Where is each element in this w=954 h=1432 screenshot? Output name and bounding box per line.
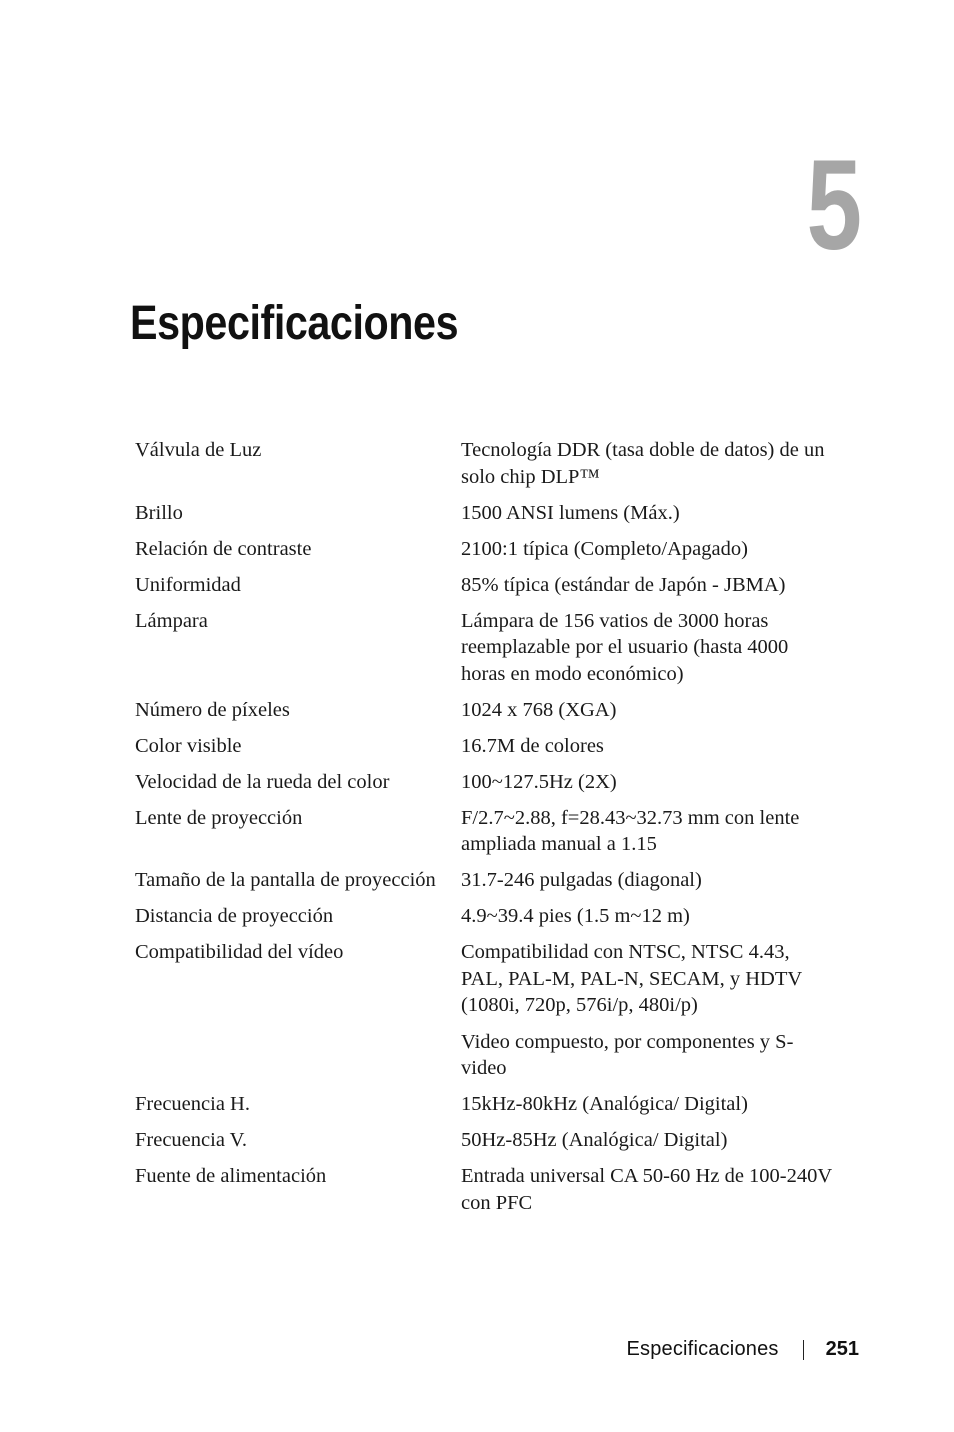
spec-row (135, 608, 835, 688)
spec-row (135, 939, 835, 1082)
spec-value (461, 500, 835, 527)
spec-value (461, 1127, 835, 1154)
spec-value-paragraph: 1500 ANSI lumens (Máx.) (461, 501, 680, 524)
spec-value-paragraph: Tecnología DDR (tasa doble de datos) de un solo chip DLP™ (461, 439, 825, 488)
spec-value-paragraph: Entrada universal CA 50-60 Hz de 100-240V con PFC (461, 1165, 832, 1214)
spec-table (135, 437, 835, 1226)
spec-label: Brillo (135, 501, 183, 524)
spec-value-paragraph: 1024 x 768 (XGA) (461, 698, 617, 721)
spec-label: Lente de proyección (135, 806, 303, 829)
spec-value-paragraph: 85% típica (estándar de Japón - JBMA) (461, 573, 786, 596)
spec-value (461, 572, 835, 599)
spec-value-paragraph: 4.9~39.4 pies (1.5 m~12 m) (461, 905, 690, 927)
spec-row (135, 903, 835, 930)
spec-label: Frecuencia H. (135, 1093, 250, 1115)
spec-value (461, 939, 835, 1082)
spec-row (135, 1163, 835, 1216)
spec-value (461, 733, 835, 760)
spec-value-paragraph: 31.7-246 pulgadas (diagonal) (461, 869, 702, 891)
spec-value (461, 437, 835, 490)
spec-label: Distancia de proyección (135, 905, 334, 927)
spec-value (461, 1091, 835, 1118)
spec-value-paragraph: 100~127.5Hz (2X) (461, 770, 617, 793)
spec-label: Número de píxeles (135, 698, 290, 721)
spec-value (461, 769, 835, 796)
spec-row (135, 1091, 835, 1118)
spec-label: Color visible (135, 734, 242, 757)
spec-row (135, 805, 835, 858)
spec-label: Válvula de Luz (135, 439, 262, 461)
spec-row (135, 769, 835, 796)
spec-label: Compatibilidad del vídeo (135, 941, 344, 963)
spec-label: Relación de contraste (135, 537, 312, 560)
spec-label: Uniformidad (135, 573, 241, 596)
spec-value (461, 536, 835, 563)
spec-row (135, 697, 835, 724)
spec-value-paragraph: 2100:1 típica (Completo/Apagado) (461, 537, 748, 560)
page-footer (626, 1338, 859, 1361)
spec-row (135, 572, 835, 599)
spec-row (135, 500, 835, 527)
spec-value (461, 867, 835, 894)
spec-row (135, 1127, 835, 1154)
chapter-title: Especificaciones (130, 297, 459, 350)
spec-value-paragraph: 16.7M de colores (461, 734, 604, 757)
footer-section-title: Especificaciones (626, 1338, 779, 1360)
spec-value-paragraph: Video compuesto, por componentes y S-video (461, 1030, 794, 1079)
spec-value (461, 805, 835, 858)
spec-value-paragraph: Compatibilidad con NTSC, NTSC 4.43, PAL, PAL-M, PAL-N, SECAM, y HDTV (1080i, 720p, 576i/p, 480i/p) (461, 941, 802, 1016)
page-number: 251 (825, 1338, 859, 1360)
spec-label: Lámpara (135, 609, 208, 632)
spec-value-paragraph: 15kHz-80kHz (Analógica/ Digital) (461, 1093, 748, 1115)
spec-row (135, 536, 835, 563)
spec-label: Velocidad de la rueda del color (135, 770, 390, 793)
spec-label: Frecuencia V. (135, 1129, 247, 1151)
spec-value-paragraph: 50Hz-85Hz (Analógica/ Digital) (461, 1129, 728, 1151)
spec-row (135, 733, 835, 760)
spec-row (135, 437, 835, 490)
spec-value (461, 1163, 835, 1216)
footer-divider (803, 1340, 804, 1360)
spec-value (461, 608, 835, 688)
spec-value (461, 697, 835, 724)
spec-label: Fuente de alimentación (135, 1165, 327, 1187)
spec-row (135, 867, 835, 894)
spec-value-paragraph: Lámpara de 156 vatios de 3000 horas reemplazable por el usuario (hasta 4000 horas en modo económico) (461, 609, 789, 685)
chapter-number: 5 (806, 134, 862, 277)
spec-value (461, 903, 835, 930)
spec-label: Tamaño de la pantalla de proyección (135, 869, 436, 891)
spec-value-paragraph: F/2.7~2.88, f=28.43~32.73 mm con lente ampliada manual a 1.15 (461, 806, 800, 855)
